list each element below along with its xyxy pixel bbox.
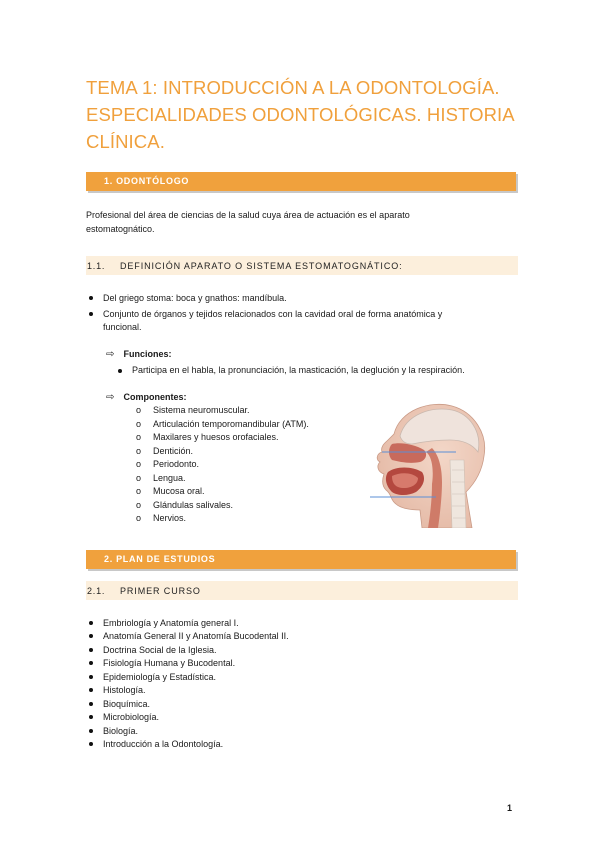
section-heading-label: 2. PLAN DE ESTUDIOS <box>104 554 216 564</box>
bullet-icon <box>89 661 93 665</box>
bullet-icon <box>89 715 93 719</box>
subsection-heading-primer-curso <box>86 581 518 600</box>
bullet-icon <box>89 312 93 316</box>
section-heading-plan-de-estudios <box>86 550 516 569</box>
head-anatomy-illustration <box>366 400 488 528</box>
subsection-number: 2.1. <box>87 586 106 596</box>
subsection-label: DEFINICIÓN APARATO O SISTEMA ESTOMATOGNÁTICO: <box>120 261 403 271</box>
title-line-3: CLÍNICA. <box>86 131 165 152</box>
circle-bullet-icon: o <box>136 419 142 429</box>
subsection-heading-definicion <box>86 256 518 275</box>
circle-bullet-icon: o <box>136 405 142 415</box>
section-heading-odontologo <box>86 172 516 191</box>
circle-bullet-icon: o <box>136 432 142 442</box>
funciones-label: Funciones <box>123 349 169 359</box>
intro-paragraph <box>86 208 506 236</box>
page-number: 1 <box>507 803 513 813</box>
intro-line-2: estomatognático. <box>86 224 155 234</box>
arrow-right-icon: ⇨ <box>106 392 115 403</box>
circle-bullet-icon: o <box>136 446 142 456</box>
circle-bullet-icon: o <box>136 486 142 496</box>
arrow-right-icon: ⇨ <box>106 349 115 360</box>
circle-bullet-icon: o <box>136 459 142 469</box>
bullet-icon <box>89 702 93 706</box>
bullet-icon <box>89 675 93 679</box>
circle-bullet-icon: o <box>136 500 142 510</box>
document-page: TEMA 1: INTRODUCCIÓN A LA ODONTOLOGÍA. ESPECIALIDADES ODONTOLÓGICAS. HISTORIA CLÍNICA. 1. ODONTÓLOGO Profesional del área de ciencias de la salud cuya área de actuación es el aparato estomatognático. 1.1. DEFINICIÓN APARATO O SISTEMA ESTOMATOGNÁTICO: Del griego stoma: boca y gnathos: mandíbula. Conjunto de órganos y tejidos relacionados con la cavidad oral de forma anatómica y funcional. ⇨ Funciones: Participa en el habla, la pronunciación, la masticación, la deglución y la respiración. ⇨ Componentes: o Sistema neuromuscular. o Articulación temporomandibular (ATM). o Maxilares y huesos orofaciales. o Dentición. o Periodonto. o Lengua. o Mucosa oral. o Glándulas salivales. o Nervios. 2. PLAN DE ESTUDIOS 2.1. PRIMER CURSO Embriología y Anatomía general I. Anatomía General II y Anatomía Bucodental II. Doctrina Social de la Iglesia. Fisiología Humana y Bucodental. Epidemiología y Estadística. Histología. Bioquímica. Microbiología. Biología. Introducción a la Odontología. 1 <box>0 0 599 848</box>
bullet-icon <box>89 688 93 692</box>
title-line-1: TEMA 1: INTRODUCCIÓN A LA ODONTOLOGÍA. <box>86 77 500 98</box>
bullet-icon <box>89 742 93 746</box>
bullet-icon <box>89 729 93 733</box>
bullet-icon <box>89 296 93 300</box>
section-heading-label: 1. ODONTÓLOGO <box>104 176 190 186</box>
bullet-icon <box>89 648 93 652</box>
componentes-heading: ⇨ Componentes: <box>106 392 187 403</box>
title-line-2: ESPECIALIDADES ODONTOLÓGICAS. HISTORIA <box>86 104 515 125</box>
subsection-label: PRIMER CURSO <box>120 586 201 596</box>
componentes-label: Componentes <box>123 392 184 402</box>
subsection-number: 1.1. <box>87 261 106 271</box>
bullet-icon <box>89 621 93 625</box>
circle-bullet-icon: o <box>136 513 142 523</box>
intro-line-1: Profesional del área de ciencias de la salud cuya área de actuación es el aparato <box>86 210 410 220</box>
bullet-icon <box>89 634 93 638</box>
bullet-icon <box>118 369 122 373</box>
page-title <box>86 74 536 155</box>
circle-bullet-icon: o <box>136 473 142 483</box>
funciones-heading: ⇨ Funciones: <box>106 349 172 360</box>
